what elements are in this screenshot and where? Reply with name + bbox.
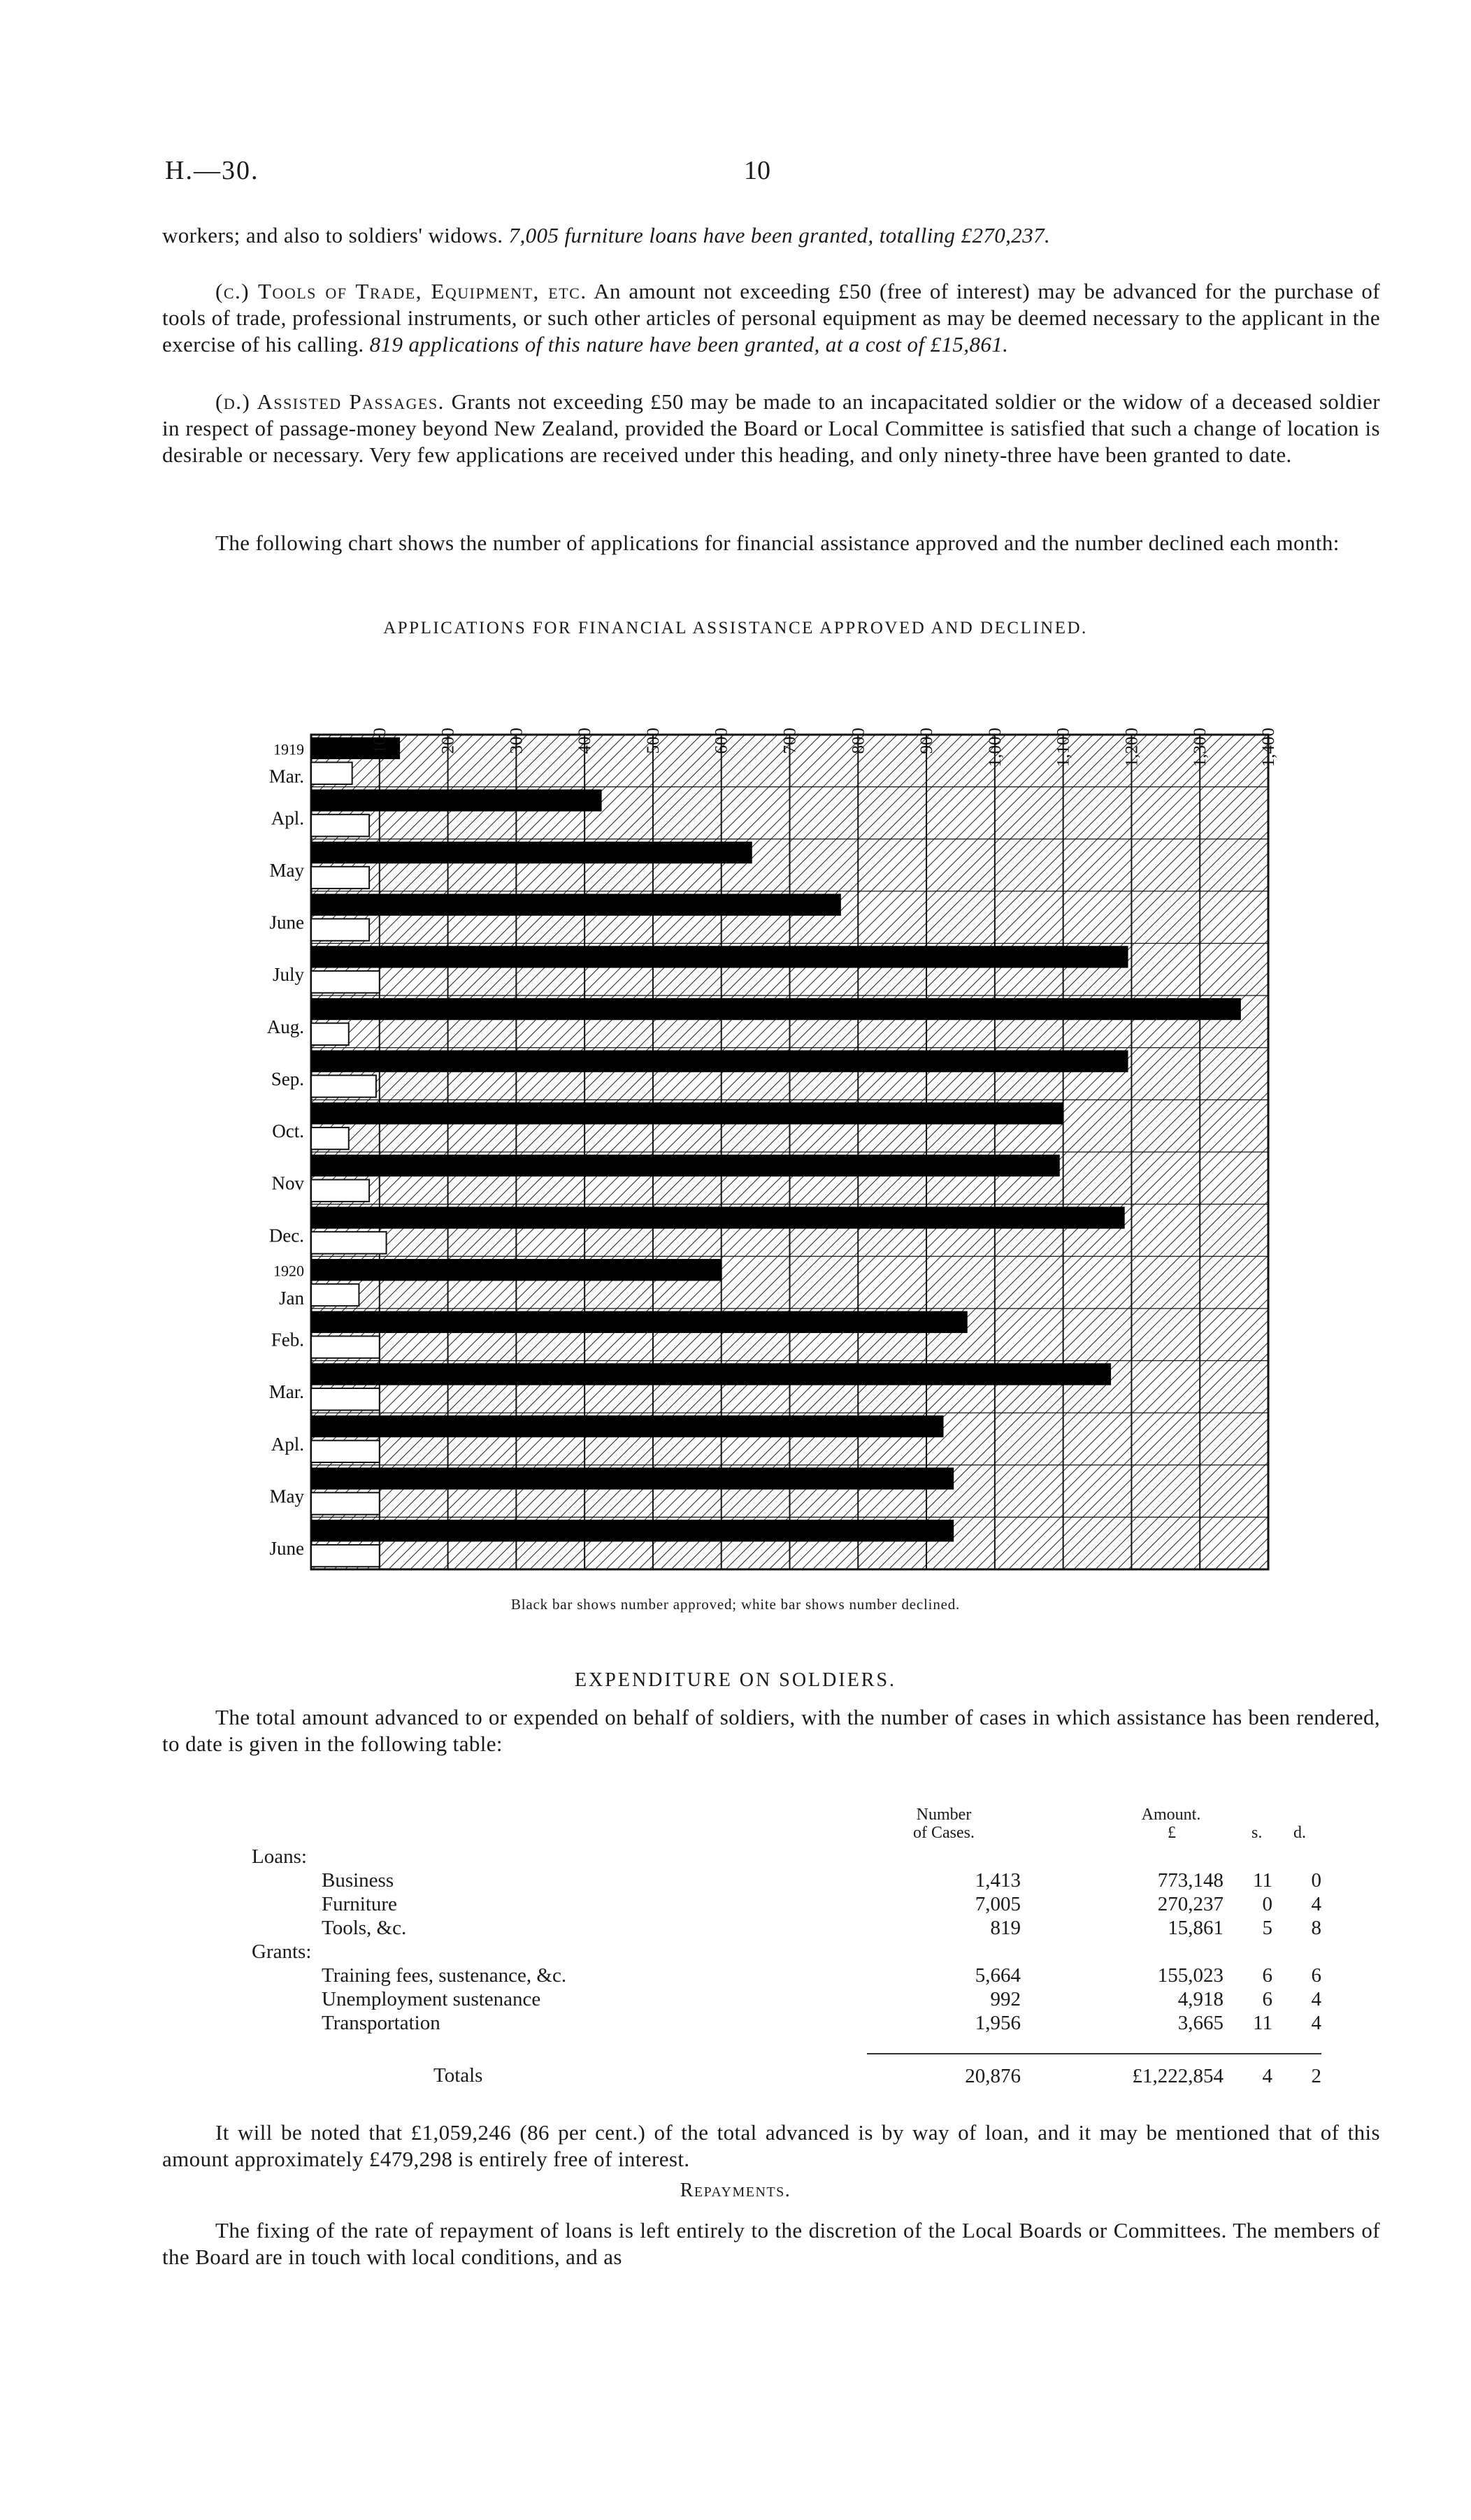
bar-declined	[311, 1180, 369, 1202]
y-month-label: June	[269, 912, 304, 933]
y-month-label: Apl.	[271, 1433, 304, 1455]
bar-declined	[311, 867, 369, 888]
page-number: 10	[744, 156, 770, 185]
x-tick-label: 1,100	[1054, 728, 1073, 768]
chart-title: APPLICATIONS FOR FINANCIAL ASSISTANCE APPROVED AND DECLINED.	[383, 619, 1088, 638]
x-tick-label: 100	[370, 728, 389, 754]
expenditure-intro-text: The total amount advanced to or expended on behalf of soldiers, with the number of cases in which assistance has been rendered, to date is given in the following table:	[162, 1705, 1380, 1756]
y-month-label: Dec.	[268, 1225, 304, 1246]
expenditure-note-text: It will be noted that £1,059,246 (86 per cent.) of the total advanced is by way of loan, and it may be mentioned that of this amount approximately £479,298 is entirely free of interest.	[162, 2120, 1380, 2171]
tools-label: (c.) Tools of Trade, Equipment, etc.	[215, 279, 587, 303]
table-row: Training fees, sustenance, &c. 5,664 155,023 6 6	[322, 1964, 1321, 1987]
bar-declined	[311, 814, 369, 836]
table-row: Business 1,413 773,148 11 0	[322, 1869, 1321, 1892]
tools-text: An amount not exceeding £50 (free of interest) may be advanced for the purchase of tools of trade, professional instruments, or such other articles of personal equipment as may be deemed necessary to the applicant in the exercise of his calling.	[162, 279, 1380, 357]
repayments-text: The fixing of the rate of repayment of loans is left entirely to the discretion of the Local Boards or Committees. The members of the Board are in touch with local conditions, and as	[162, 2218, 1380, 2269]
x-tick-label: 300	[507, 728, 526, 754]
y-month-label: July	[272, 964, 304, 986]
table-row: Tools, &c. 819 15,861 5 8	[322, 1917, 1321, 1939]
bar-declined	[311, 1545, 380, 1567]
y-month-label: Mar.	[268, 765, 304, 787]
y-month-label: May	[269, 1485, 304, 1507]
y-month-label: June	[269, 1538, 304, 1560]
col-amount: Amount.	[1141, 1806, 1201, 1824]
x-tick-label: 400	[575, 728, 595, 754]
bar-approved	[311, 1207, 1125, 1228]
y-month-label: Feb.	[271, 1329, 304, 1351]
unit-pence: d.	[1293, 1824, 1306, 1842]
table-row: Unemployment sustenance 992 4,918 6 4	[322, 1988, 1321, 2010]
tools-italic-text: 819 applications of this nature have been granted, at a cost of £15,861.	[369, 332, 1009, 357]
bar-declined	[311, 1075, 376, 1097]
y-month-label: Aug.	[266, 1016, 304, 1037]
bar-declined	[311, 763, 352, 784]
x-tick-label: 600	[712, 728, 731, 754]
bar-approved	[311, 946, 1128, 967]
x-tick-label: 200	[438, 728, 458, 754]
bar-approved	[311, 1259, 722, 1281]
bar-approved	[311, 1102, 1063, 1124]
repayments-paragraph	[162, 2217, 1380, 2270]
bar-declined	[311, 1441, 380, 1462]
unit-pounds: £	[1168, 1824, 1176, 1842]
y-month-label: May	[269, 859, 304, 881]
x-tick-label: 1,200	[1122, 728, 1142, 768]
y-year-label: 1920	[273, 1262, 304, 1280]
y-month-label: Jan	[279, 1287, 304, 1309]
widows-lead-text: workers; and also to soldiers' widows.	[162, 223, 503, 247]
col-number-line1: Number	[916, 1806, 972, 1824]
bar-declined	[311, 1336, 380, 1358]
col-number-line2: of Cases.	[913, 1824, 975, 1842]
x-tick-label: 900	[917, 728, 937, 754]
group-label-loans: Loans:	[252, 1845, 307, 1868]
bar-approved	[311, 789, 602, 811]
bar-declined	[311, 1284, 359, 1306]
widows-italic-text: 7,005 furniture loans have been granted, totalling £270,237.	[508, 223, 1051, 247]
chart-caption: Black bar shows number approved; white bar shows number declined.	[510, 1596, 961, 1613]
bar-approved	[311, 1050, 1128, 1072]
group-label-grants: Grants:	[252, 1941, 312, 1963]
y-month-label: Sep.	[271, 1068, 304, 1090]
bar-declined	[311, 1232, 387, 1253]
bar-approved	[311, 842, 752, 863]
passages-text: Grants not exceeding £50 may be made to an incapacitated soldier or the widow of a deceased soldier in respect of passage-money beyond New Zealand, provided the Board or Local Committee is satisfied that such a change of location is desirable or necessary. Very few applications are received under this heading, and only ninety-three have been granted to date.	[162, 389, 1380, 467]
x-tick-label: 1,300	[1191, 728, 1210, 768]
unit-shillings: s.	[1251, 1824, 1263, 1842]
x-tick-label: 500	[643, 728, 663, 754]
y-month-label: Apl.	[271, 807, 304, 829]
expenditure-note	[162, 2119, 1380, 2173]
bar-approved	[311, 894, 841, 916]
chart-intro-text: The following chart shows the number of applications for financial assistance approved and the number declined each month:	[215, 531, 1340, 555]
bar-approved	[311, 1520, 954, 1541]
x-tick-label: 1,400	[1259, 728, 1278, 768]
page-id: H.—30.	[165, 156, 259, 185]
bar-approved	[311, 998, 1241, 1020]
table-row: Furniture 7,005 270,237 0 4	[322, 1893, 1321, 1915]
bar-approved	[311, 1467, 954, 1489]
table-row: Transportation 1,956 3,665 11 4	[322, 2012, 1321, 2034]
y-year-label: 1919	[273, 740, 304, 758]
table-rule-row	[252, 2035, 1321, 2054]
expenditure-intro	[162, 1704, 1380, 1757]
x-tick-label: 700	[780, 728, 800, 754]
bar-approved	[311, 1363, 1111, 1385]
y-month-label: Oct.	[272, 1121, 304, 1142]
bar-declined	[311, 1128, 349, 1149]
table-header-row	[252, 1806, 1321, 1845]
passages-label: (d.) Assisted Passages.	[215, 389, 445, 414]
y-month-label: Nov	[271, 1172, 304, 1194]
bar-declined	[311, 971, 380, 993]
expenditure-heading: EXPENDITURE ON SOLDIERS.	[574, 1669, 897, 1691]
bar-approved	[311, 1416, 944, 1437]
bar-approved	[311, 1155, 1060, 1176]
expenditure-table	[252, 1806, 1321, 2088]
table-totals-row: Totals 20,876 £1,222,854 4 2	[433, 2064, 1321, 2087]
y-month-label: Mar.	[268, 1381, 304, 1403]
bar-declined	[311, 1023, 349, 1045]
x-tick-label: 1,000	[985, 728, 1005, 768]
x-tick-label: 800	[849, 728, 868, 754]
bar-declined	[311, 1388, 380, 1410]
bar-declined	[311, 1492, 380, 1514]
bar-approved	[311, 1311, 968, 1333]
bar-declined	[311, 919, 369, 940]
repayments-heading: Repayments.	[680, 2180, 791, 2201]
